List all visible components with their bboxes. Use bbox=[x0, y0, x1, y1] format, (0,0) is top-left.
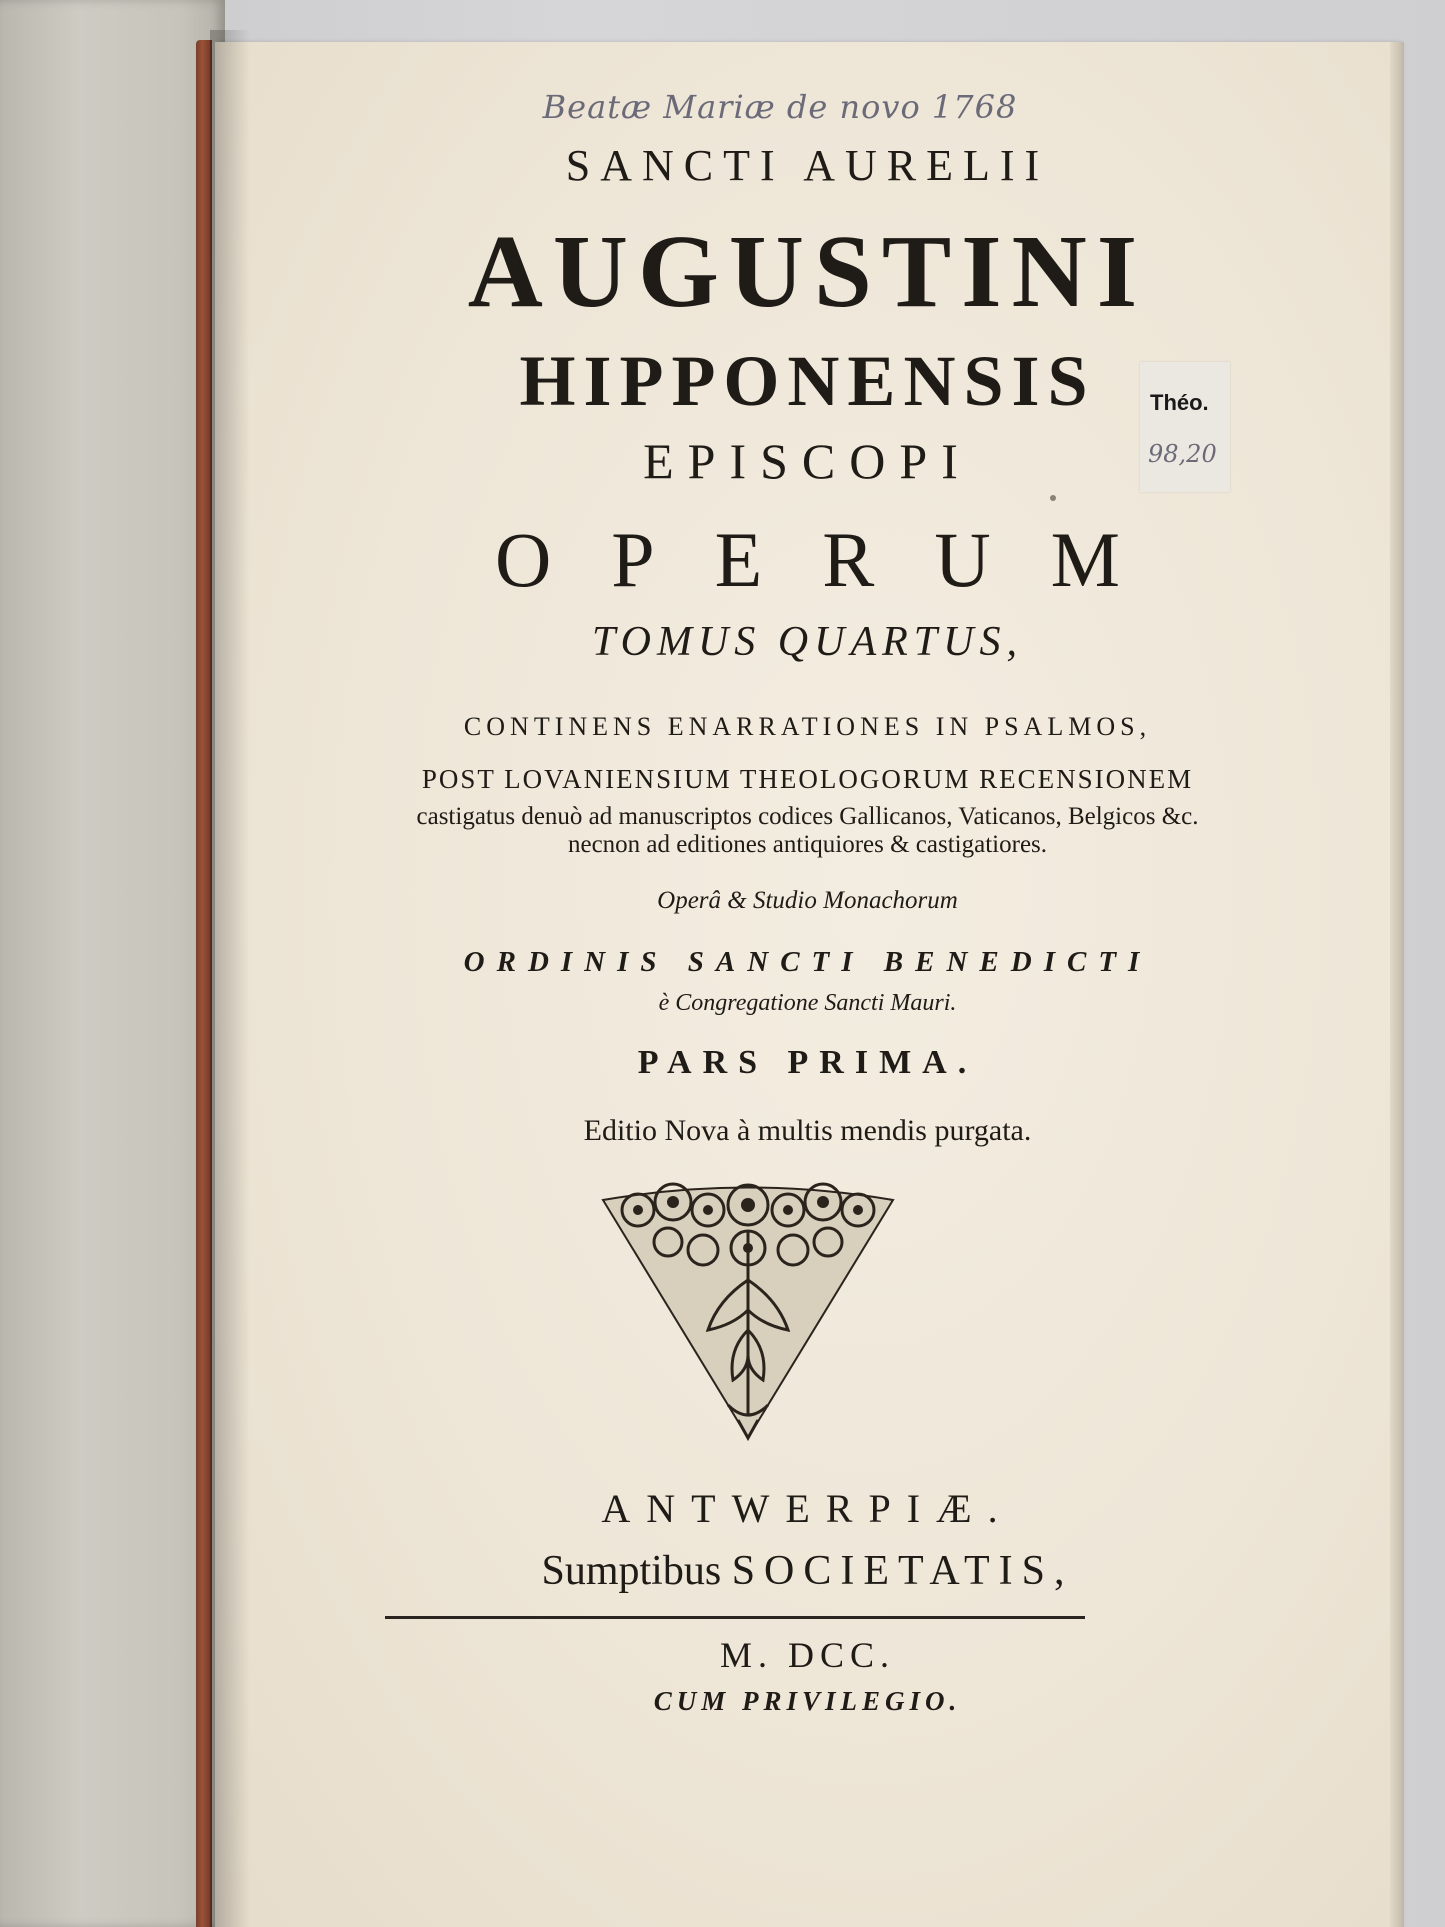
editors-line-1: Operâ & Studio Monachorum bbox=[657, 887, 958, 914]
contents-line: CONTINENS ENARRATIONES IN PSALMOS, bbox=[463, 712, 1152, 741]
label-shelfmark: 98,20 bbox=[1148, 440, 1217, 468]
imprint-place: ANTWERPIÆ. bbox=[601, 1486, 1014, 1531]
imprint-publisher-name: SOCIETATIS, bbox=[731, 1548, 1074, 1594]
title-line-episcopi: EPISCOPI bbox=[643, 433, 972, 489]
imprint-publisher-prefix: Sumptibus bbox=[541, 1548, 722, 1594]
part-line: PARS PRIMA. bbox=[637, 1044, 978, 1081]
recension-line-3: necnon ad editiones antiquiores & castigatiores. bbox=[567, 831, 1048, 858]
paper-spot bbox=[1050, 495, 1056, 501]
imprint-privilege: CUM PRIVILEGIO. bbox=[653, 1686, 962, 1716]
imprint-year: M. DCC. bbox=[719, 1635, 896, 1675]
recension-line-2: castigatus denuò ad manuscriptos codices Gallicanos, Vaticanos, Belgicos &c. bbox=[416, 803, 1199, 830]
title-line-sancti-aurelii: SANCTI AURELII bbox=[565, 141, 1050, 190]
handwritten-ownership-note: Beatæ Mariæ de novo 1768 bbox=[542, 88, 1018, 126]
library-shelf-label bbox=[1140, 362, 1230, 492]
title-line-hipponensis: HIPPONENSIS bbox=[519, 341, 1096, 421]
horizontal-rule bbox=[385, 1616, 1085, 1619]
label-classification: Théo. bbox=[1150, 390, 1209, 415]
editors-line-2: ORDINIS SANCTI BENEDICTI bbox=[463, 946, 1152, 978]
edition-line: Editio Nova à multis mendis purgata. bbox=[583, 1114, 1032, 1147]
title-line-augustini: AUGUSTINI bbox=[467, 214, 1148, 329]
floral-ornament-icon bbox=[598, 1180, 898, 1442]
left-book-board bbox=[0, 0, 225, 1927]
volume-line: TOMUS QUARTUS, bbox=[592, 619, 1023, 665]
imprint-publisher bbox=[215, 1547, 1400, 1595]
recension-line-1: POST LOVANIENSIUM THEOLOGORUM RECENSIONEM bbox=[421, 764, 1194, 794]
editors-line-3: è Congregatione Sancti Mauri. bbox=[658, 990, 957, 1016]
title-line-operum: OPERUM bbox=[494, 516, 1181, 603]
